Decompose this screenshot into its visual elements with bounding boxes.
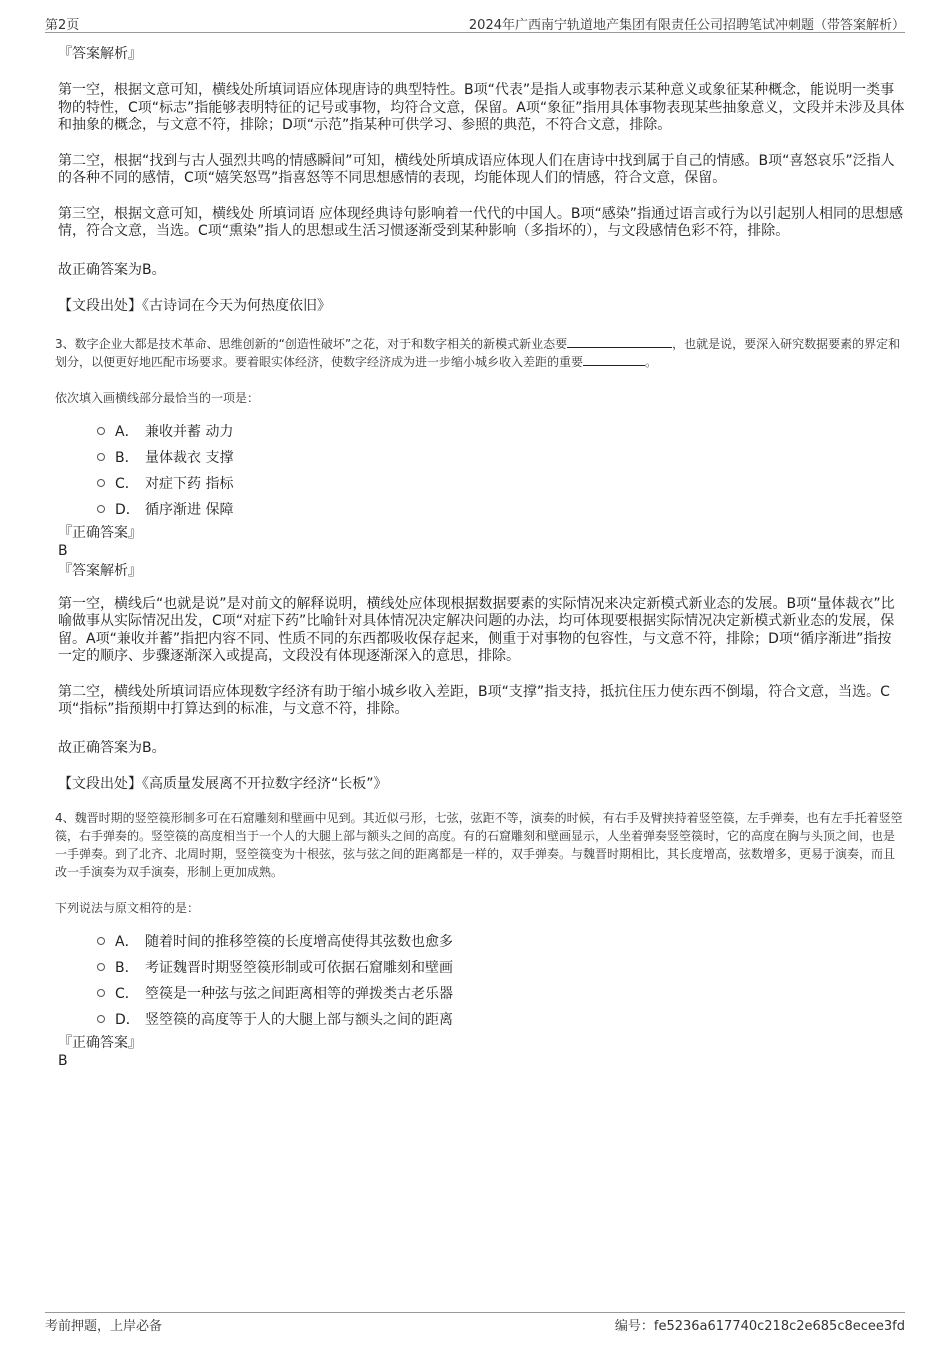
radio-icon[interactable] [97,1015,105,1023]
document-title: 2024年广西南宁轨道地产集团有限责任公司招聘笔试冲刺题（带答案解析） [468,18,905,33]
q2-source: 【文段出处】《古诗词在今天为何热度依旧》 [58,297,331,314]
q3-blank-1 [567,335,672,348]
q4-option-c[interactable] [97,980,905,1006]
q3-answer-line: 故正确答案为B。 [58,739,166,756]
option-text: 竖箜篌的高度等于人的大腿上部与额头之间的距离 [145,1011,453,1028]
option-text: 循序渐进 保障 [145,501,234,518]
q3-correct-value: B [58,542,68,559]
radio-icon[interactable] [97,479,105,487]
q3-analysis-para-1: 第一空，横线后“也就是说”是对前文的解释说明，横线处应体现根据数据要素的实际情况来决定新模式新业态的发展。B项“量体裁衣”比喻做事从实际情况出发，C项“对症下药”比喻针对具体情况决定解决问题的办法，均可体现要根据实际情况决定新模式新业态的发展，保留。A项“兼收并蓄”指把内容不同、性质不同的东西都吸收保存起来，侧重于对事物的包容性，与文意不符，排除；D项“循序渐进”指按一定的顺序、步骤逐渐深入或提高，文段没有体现逐渐深入的意思，排除。 [58,595,895,664]
page-header [45,12,905,33]
option-letter: A． [115,423,139,440]
radio-icon[interactable] [97,937,105,945]
q3-source: 【文段出处】《高质量发展离不开拉数字经济“长板”》 [58,775,388,792]
option-letter: C． [115,475,139,492]
q3-analysis-para-2: 第二空，横线处所填词语应体现数字经济有助于缩小城乡收入差距，B项“支撑”指支持，抵抗住压力使东西不倒塌，符合文意，当选。C项“指标”指预期中打算达到的标准，与文意不符，排除。 [58,683,890,717]
option-text: 箜篌是一种弦与弦之间距离相等的弹拨类古老乐器 [145,985,453,1002]
q3-analysis-label: 『答案解析』 [58,562,142,579]
q3-blank-2 [583,353,645,366]
q2-answer-line: 故正确答案为B。 [58,261,166,278]
page-content [55,44,905,1070]
radio-icon[interactable] [97,505,105,513]
option-letter: D． [115,1011,140,1028]
option-letter: D． [115,501,140,518]
option-letter: B． [115,959,139,976]
radio-icon[interactable] [97,427,105,435]
option-letter: C． [115,985,139,1002]
footer-slogan: 考前押题，上岸必备 [45,1319,163,1334]
q4-option-b[interactable] [97,954,905,980]
q3-option-b[interactable] [97,444,905,470]
q3-option-c[interactable] [97,470,905,496]
option-text: 随着时间的推移箜篌的长度增高使得其弦数也愈多 [145,933,453,950]
option-text: 量体裁衣 支撑 [145,449,234,466]
radio-icon[interactable] [97,453,105,461]
q2-analysis-para-3: 第三空，根据文意可知，横线处 所填词语 应体现经典诗句影响着一代代的中国人。B项“感染”指通过语言或行为以引起别人相同的思想感情，符合文意，当选。C项“熏染”指人的思想或生活习惯逐渐受到某种影响（多指坏的），与文段感情色彩不符，排除。 [58,205,904,239]
footer-code: 编号：fe5236a617740c218c2e685c8ecee3fd [614,1319,905,1334]
q4-correct-label: 『正确答案』 [58,1034,142,1051]
option-text: 兼收并蓄 动力 [145,423,234,440]
q3-prompt: 依次填入画横线部分最恰当的一项是： [55,390,260,405]
radio-icon[interactable] [97,989,105,997]
q3-option-d[interactable] [97,496,905,522]
option-letter: A． [115,933,139,950]
q3-correct-label: 『正确答案』 [58,524,142,541]
q2-analysis-para-1: 第一空，根据文意可知，横线处所填词语应体现唐诗的典型特性。B项“代表”是指人或事物表示某种意义或象征某种概念，能说明一类事物的特性，C项“标志”指能够表明特征的记号或事物，均符合文意，保留。A项“象征”指用具体事物表现某些抽象意义，文段并未涉及具体和抽象的概念，与文意不符，排除；D项“示范”指某种可供学习、参照的典范，不符合文意，排除。 [58,82,905,133]
q4-options [97,928,905,1032]
q3-text-part-3: 。 [645,354,658,369]
q3-text-part-1: 3、数字企业大都是技术革命、思维创新的“创造性破坏”之花，对于和数字相关的新模式新业态要 [55,336,568,351]
option-letter: B． [115,449,139,466]
q2-analysis-para-2: 第二空，根据“找到与古人强烈共鸣的情感瞬间”可知，横线处所填成语应体现人们在唐诗中找到属于自己的情感。B项“喜怒哀乐”泛指人的各种不同的感情，C项“嬉笑怒骂”指喜怒等不同思想感情的表现，均能体现人们的情感，符合文意，保留。 [58,152,895,186]
page-footer [45,1312,905,1333]
option-text: 考证魏晋时期竖箜篌形制或可依据石窟雕刻和壁画 [145,959,453,976]
page-number: 第2页 [45,18,80,33]
q3-question-text [55,335,905,371]
q4-correct-value: B [58,1052,68,1069]
radio-icon[interactable] [97,963,105,971]
q4-option-d[interactable] [97,1006,905,1032]
q4-option-a[interactable] [97,928,905,954]
q3-text-part-2: ，也就是说，要深入研究数据要素的界定和划分，以便更好地匹配市场要求。要着眼实体经济，使数字经济成为进一步缩小城乡收入差距的重要 [55,336,901,369]
q4-prompt: 下列说法与原文相符的是： [55,900,200,915]
q3-option-a[interactable] [97,418,905,444]
q2-analysis-label: 『答案解析』 [58,46,142,62]
q4-question-text: 4、魏晋时期的竖箜篌形制多可在石窟雕刻和壁画中见到。其近似弓形，七弦，弦距不等，演奏的时候，有右手及臂挟持着竖箜篌，左手弹奏，也有左手托着竖箜篌，右手弹奏的。竖箜篌的高度相当于一个人的大腿上部与额头之间的高度。有的石窟雕刻和壁画显示，人坐着弹奏竖箜篌时，它的高度在胸与头顶之间，也是一手弹奏。到了北齐、北周时期，竖箜篌变为十根弦，弦与弦之间的距离都是一样的，双手弹奏。与魏晋时期相比，其长度增高，弦数增多，更易于演奏，而且改一手演奏为双手演奏，形制上更加成熟。 [55,810,903,879]
q3-options [97,418,905,522]
option-text: 对症下药 指标 [145,475,234,492]
